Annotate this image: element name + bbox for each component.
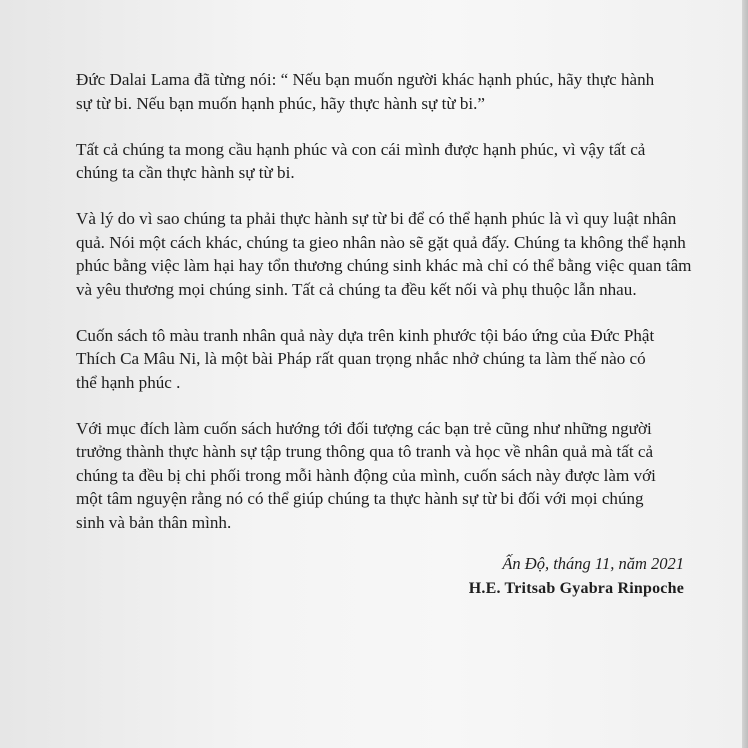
- text-line: trưởng thành thực hành sự tập trung thông qua tô tranh và học về nhân quả mà tất cả: [76, 442, 654, 461]
- text-line: Tất cả chúng ta mong cầu hạnh phúc và con cái mình được hạnh phúc, vì vậy tất cả: [76, 139, 646, 159]
- text-line: Cuốn sách tô màu tranh nhân quả này dựa trên kinh phước tội báo ứng của Đức Phật: [76, 325, 655, 345]
- text-line: quả. Nói một cách khác, chúng ta gieo nhân nào sẽ gặt quả đấy. Chúng ta không thể hạnh: [76, 232, 686, 252]
- body-text: [76, 68, 708, 557]
- text-line: sinh và bản thân mình.: [76, 512, 232, 532]
- paragraph-4: [76, 324, 708, 395]
- text-line: chúng ta đều bị chi phối trong mỗi hành động của mình, cuốn sách này được làm với: [76, 465, 656, 485]
- paragraph-2: [76, 138, 708, 185]
- author-name: H.E. Tritsab Gyabra Rinpoche: [468, 580, 684, 597]
- text-line: một tâm nguyện rằng nó có thể giúp chúng ta thực hành sự từ bi đối với mọi chúng: [76, 489, 644, 508]
- paragraph-3: [76, 207, 708, 301]
- text-line: Và lý do vì sao chúng ta phải thực hành sự từ bi để có thể hạnh phúc là vì quy luật nhân: [76, 209, 677, 228]
- page-edge: [742, 0, 748, 748]
- paragraph-1: [76, 68, 708, 115]
- text-line: Thích Ca Mâu Ni, là một bài Pháp rất quan trọng nhắc nhở chúng ta làm thế nào có: [76, 349, 646, 368]
- place-date: Ấn Độ, tháng 11, năm 2021: [502, 554, 684, 573]
- paragraph-5: [76, 417, 708, 535]
- text-line: sự từ bi. Nếu bạn muốn hạnh phúc, hãy thực hành sự từ bi.”: [76, 93, 486, 113]
- text-line: và yêu thương mọi chúng sinh. Tất cả chúng ta đều kết nối và phụ thuộc lẫn nhau.: [76, 279, 637, 299]
- signature-block: [469, 551, 684, 601]
- text-line: Với mục đích làm cuốn sách hướng tới đối tượng các bạn trẻ cũng như những người: [76, 418, 652, 438]
- text-line: Đức Dalai Lama đã từng nói: “ Nếu bạn muốn người khác hạnh phúc, hãy thực hành: [76, 70, 655, 89]
- text-line: phúc bằng việc làm hại hay tổn thương chúng sinh khác mà chỉ có thể bằng việc quan tâm: [76, 256, 692, 275]
- text-line: thể hạnh phúc .: [76, 372, 181, 392]
- text-line: chúng ta cần thực hành sự từ bi.: [76, 163, 295, 182]
